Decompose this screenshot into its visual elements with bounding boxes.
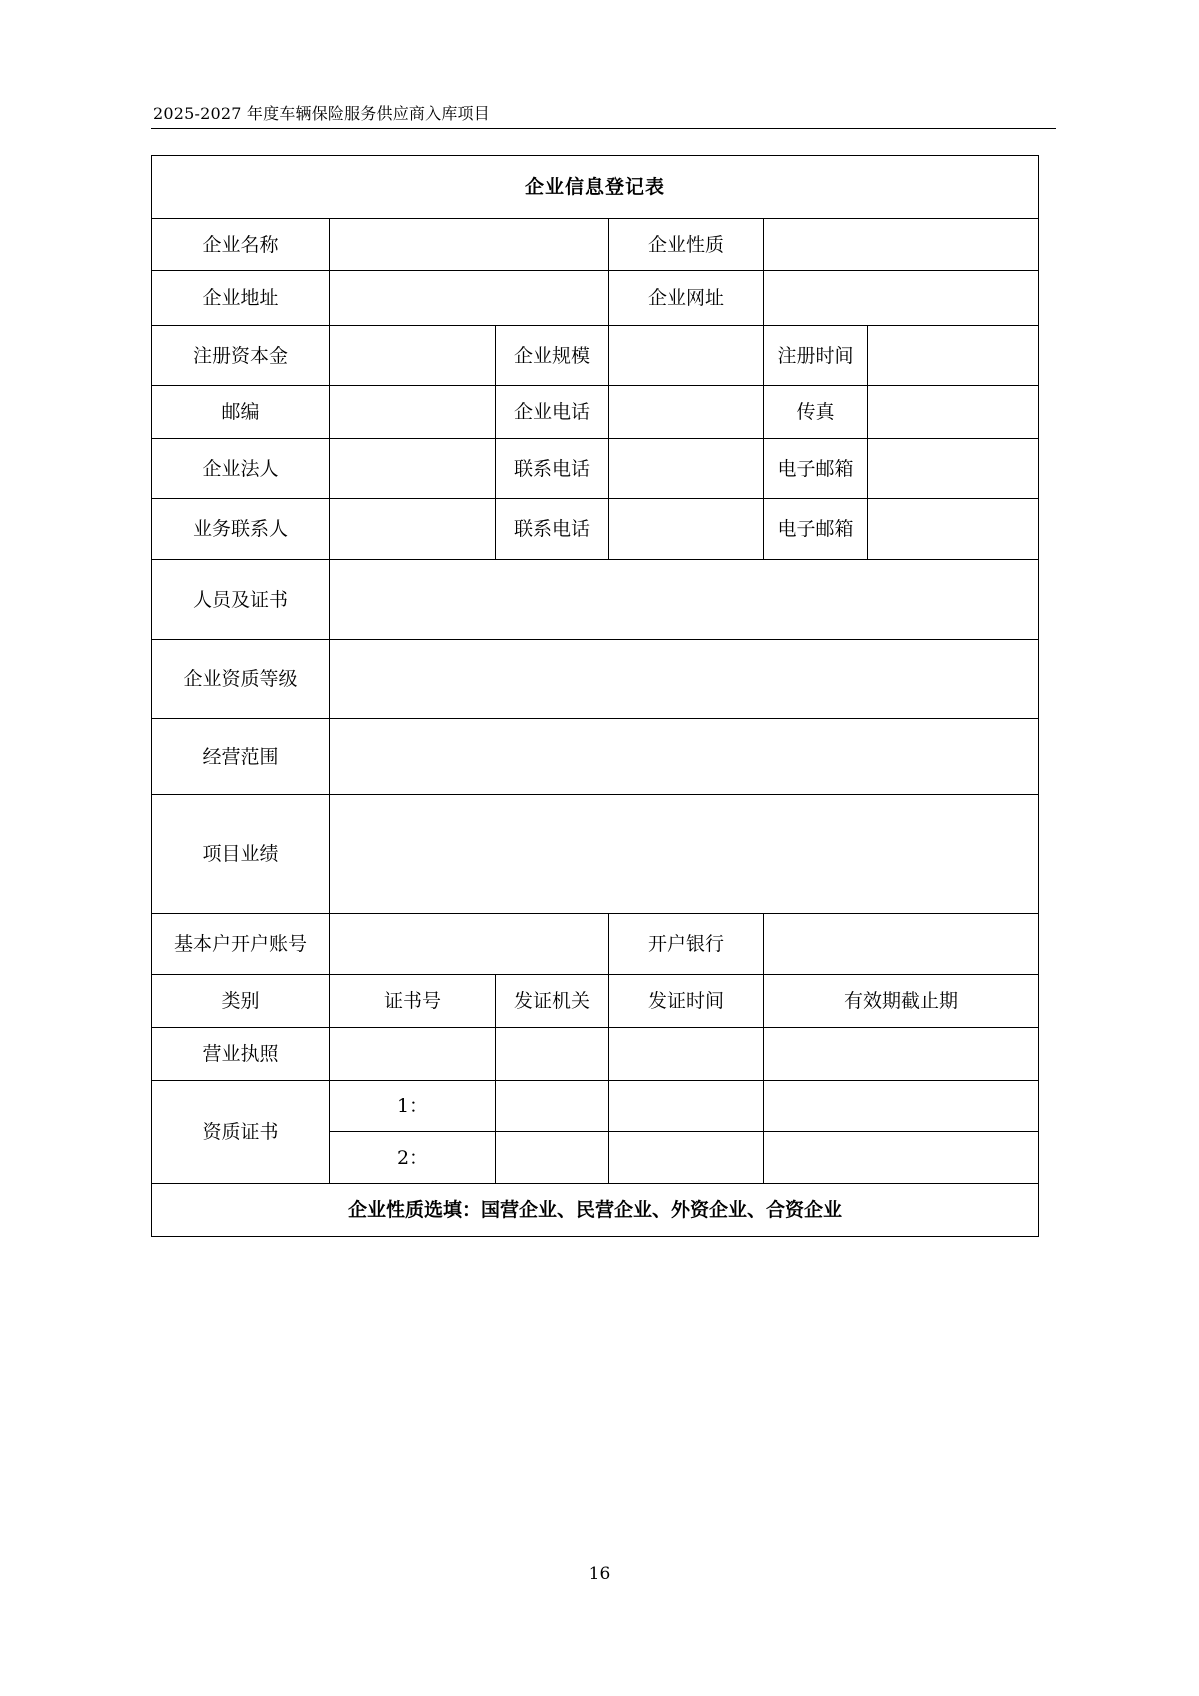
company-name-field[interactable] xyxy=(330,219,609,271)
business-contact-email-field[interactable] xyxy=(868,499,1039,560)
legal-person-label: 企业法人 xyxy=(152,439,330,499)
form-title: 企业信息登记表 xyxy=(152,156,1039,219)
basic-account-label: 基本户开户账号 xyxy=(152,914,330,975)
email-label: 电子邮箱 xyxy=(764,439,868,499)
company-nature-note: 企业性质选填：国营企业、民营企业、外资企业、合资企业 xyxy=(152,1184,1039,1237)
legal-person-field[interactable] xyxy=(330,439,496,499)
business-contact-field[interactable] xyxy=(330,499,496,560)
company-nature-field[interactable] xyxy=(764,219,1039,271)
qual-cert-1-issuer-field[interactable] xyxy=(496,1081,609,1132)
fax-label: 传真 xyxy=(764,386,868,439)
bank-field[interactable] xyxy=(764,914,1039,975)
business-license-cert-no-field[interactable] xyxy=(330,1028,496,1081)
company-scale-field[interactable] xyxy=(609,326,764,386)
page-number: 16 xyxy=(588,1564,611,1584)
company-address-label: 企业地址 xyxy=(152,271,330,326)
company-phone-field[interactable] xyxy=(609,386,764,439)
legal-person-email-field[interactable] xyxy=(868,439,1039,499)
business-license-issuer-field[interactable] xyxy=(496,1028,609,1081)
business-contact-phone-field[interactable] xyxy=(609,499,764,560)
contact-phone-label: 联系电话 xyxy=(496,499,609,560)
company-phone-label: 企业电话 xyxy=(496,386,609,439)
qualification-level-field[interactable] xyxy=(330,640,1039,719)
qual-cert-2-expiry-field[interactable] xyxy=(764,1132,1039,1184)
qual-cert-1-issue-time-field[interactable] xyxy=(609,1081,764,1132)
personnel-label: 人员及证书 xyxy=(152,560,330,640)
qual-cert-2-issuer-field[interactable] xyxy=(496,1132,609,1184)
fax-field[interactable] xyxy=(868,386,1039,439)
business-license-label: 营业执照 xyxy=(152,1028,330,1081)
project-performance-field[interactable] xyxy=(330,795,1039,914)
qual-cert-1-expiry-field[interactable] xyxy=(764,1081,1039,1132)
qual-cert-2-no-field[interactable]: 2： xyxy=(330,1132,496,1184)
qualification-cert-label: 资质证书 xyxy=(152,1081,330,1184)
postcode-field[interactable] xyxy=(330,386,496,439)
contact-phone-label: 联系电话 xyxy=(496,439,609,499)
project-performance-label: 项目业绩 xyxy=(152,795,330,914)
registered-capital-field[interactable] xyxy=(330,326,496,386)
company-scale-label: 企业规模 xyxy=(496,326,609,386)
company-website-label: 企业网址 xyxy=(609,271,764,326)
registration-time-field[interactable] xyxy=(868,326,1039,386)
business-license-issue-time-field[interactable] xyxy=(609,1028,764,1081)
company-website-field[interactable] xyxy=(764,271,1039,326)
expiry-header: 有效期截止期 xyxy=(764,975,1039,1028)
legal-person-phone-field[interactable] xyxy=(609,439,764,499)
business-scope-field[interactable] xyxy=(330,719,1039,795)
qualification-level-label: 企业资质等级 xyxy=(152,640,330,719)
registration-time-label: 注册时间 xyxy=(764,326,868,386)
business-license-expiry-field[interactable] xyxy=(764,1028,1039,1081)
qual-cert-2-issue-time-field[interactable] xyxy=(609,1132,764,1184)
header-divider xyxy=(151,128,1056,129)
registered-capital-label: 注册资本金 xyxy=(152,326,330,386)
company-name-label: 企业名称 xyxy=(152,219,330,271)
cert-no-header: 证书号 xyxy=(330,975,496,1028)
company-info-form xyxy=(151,155,1039,1237)
issuer-header: 发证机关 xyxy=(496,975,609,1028)
personnel-field[interactable] xyxy=(330,560,1039,640)
issue-time-header: 发证时间 xyxy=(609,975,764,1028)
company-nature-label: 企业性质 xyxy=(609,219,764,271)
postcode-label: 邮编 xyxy=(152,386,330,439)
qual-cert-1-no-field[interactable]: 1： xyxy=(330,1081,496,1132)
email-label: 电子邮箱 xyxy=(764,499,868,560)
business-contact-label: 业务联系人 xyxy=(152,499,330,560)
business-scope-label: 经营范围 xyxy=(152,719,330,795)
bank-label: 开户银行 xyxy=(609,914,764,975)
category-header: 类别 xyxy=(152,975,330,1028)
company-address-field[interactable] xyxy=(330,271,609,326)
basic-account-field[interactable] xyxy=(330,914,609,975)
document-header: 2025-2027 年度车辆保险服务供应商入库项目 xyxy=(153,104,490,123)
